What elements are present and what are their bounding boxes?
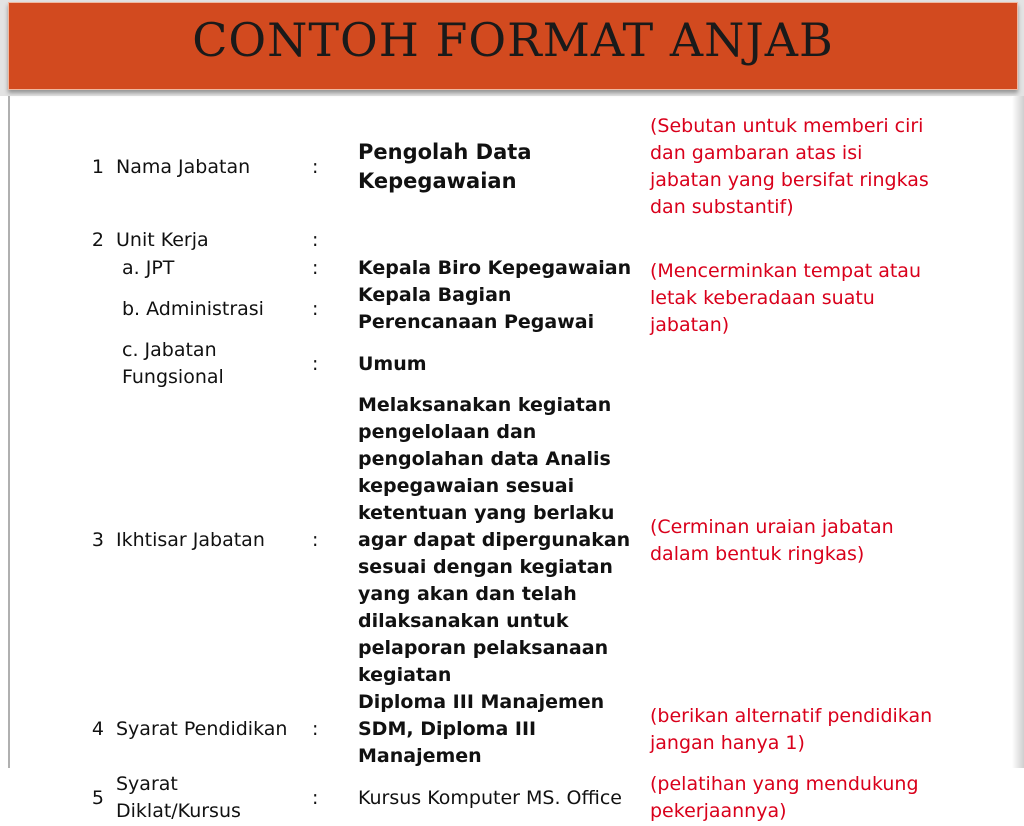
row-value: Kursus Komputer MS. Office	[358, 786, 622, 809]
row-label: Unit Kerja	[116, 228, 209, 251]
row-number	[84, 336, 112, 392]
row-value: Pengolah Data Kepegawaian	[358, 140, 532, 193]
frame-line	[8, 96, 10, 768]
row-note: (pelatihan yang mendukung pekerjaannya)	[650, 773, 919, 822]
table-row	[84, 392, 944, 689]
title-box	[8, 2, 1018, 90]
table-row	[84, 254, 944, 282]
row-colon: :	[312, 155, 319, 178]
table-row	[84, 108, 944, 226]
row-label: Syarat Diklat/Kursus	[116, 773, 241, 822]
row-colon: :	[312, 718, 319, 740]
row-note: (Sebutan untuk memberi ciri dan gambaran atas isi jabatan yang bersifat ringkas dan substantif)	[650, 115, 929, 218]
row-note: (berikan alternatif pendidikan jangan hanya 1)	[650, 704, 933, 754]
anjab-table	[84, 108, 944, 826]
side-shadow	[1012, 96, 1024, 768]
table-row	[84, 226, 944, 254]
row-number: 1	[91, 155, 104, 178]
row-number: 5	[91, 786, 104, 809]
row-label: a. JPT	[122, 256, 175, 279]
row-label: Ikhtisar Jabatan	[116, 529, 265, 551]
row-colon: :	[312, 228, 319, 251]
unit-kerja-note: (Mencerminkan tempat atau letak keberadaan suatu jabatan)	[650, 260, 921, 336]
row-label: Syarat Pendidikan	[116, 718, 288, 740]
row-number	[84, 282, 112, 336]
row-number	[84, 254, 112, 282]
table-row	[84, 689, 944, 770]
anjab-table-wrap	[84, 108, 944, 826]
row-label: c. Jabatan Fungsional	[122, 339, 224, 388]
row-colon: :	[312, 256, 319, 279]
row-value: Kepala Bagian Perencanaan Pegawai	[358, 284, 595, 333]
row-colon: :	[312, 297, 319, 320]
row-number: 4	[91, 718, 104, 740]
row-note: (Cerminan uraian jabatan dalam bentuk ringkas)	[650, 515, 894, 565]
row-value: Diploma III Manajemen SDM, Diploma III Manajemen	[358, 691, 605, 767]
row-colon: :	[312, 529, 319, 551]
row-note	[646, 226, 944, 254]
row-value: Melaksanakan kegiatan pengelolaan dan pengolahan data Analis kepegawaian sesuai ketentuan yang berlaku agar dapat dipergunakan sesuai dengan kegiatan yang akan dan telah dilaksanakan untuk pelaporan pelaksanaan kegiatan	[358, 394, 631, 686]
row-colon: :	[312, 786, 319, 809]
row-number: 2	[91, 228, 104, 251]
row-label: Nama Jabatan	[116, 155, 251, 178]
row-value: Kepala Biro Kepegawaian	[358, 256, 632, 279]
table-row	[84, 770, 944, 826]
row-value	[354, 226, 646, 254]
row-label: b. Administrasi	[122, 297, 264, 320]
row-value: Umum	[358, 352, 427, 375]
row-number: 3	[91, 529, 104, 551]
slide-title: CONTOH FORMAT ANJAB	[192, 13, 834, 67]
row-colon: :	[312, 352, 319, 375]
